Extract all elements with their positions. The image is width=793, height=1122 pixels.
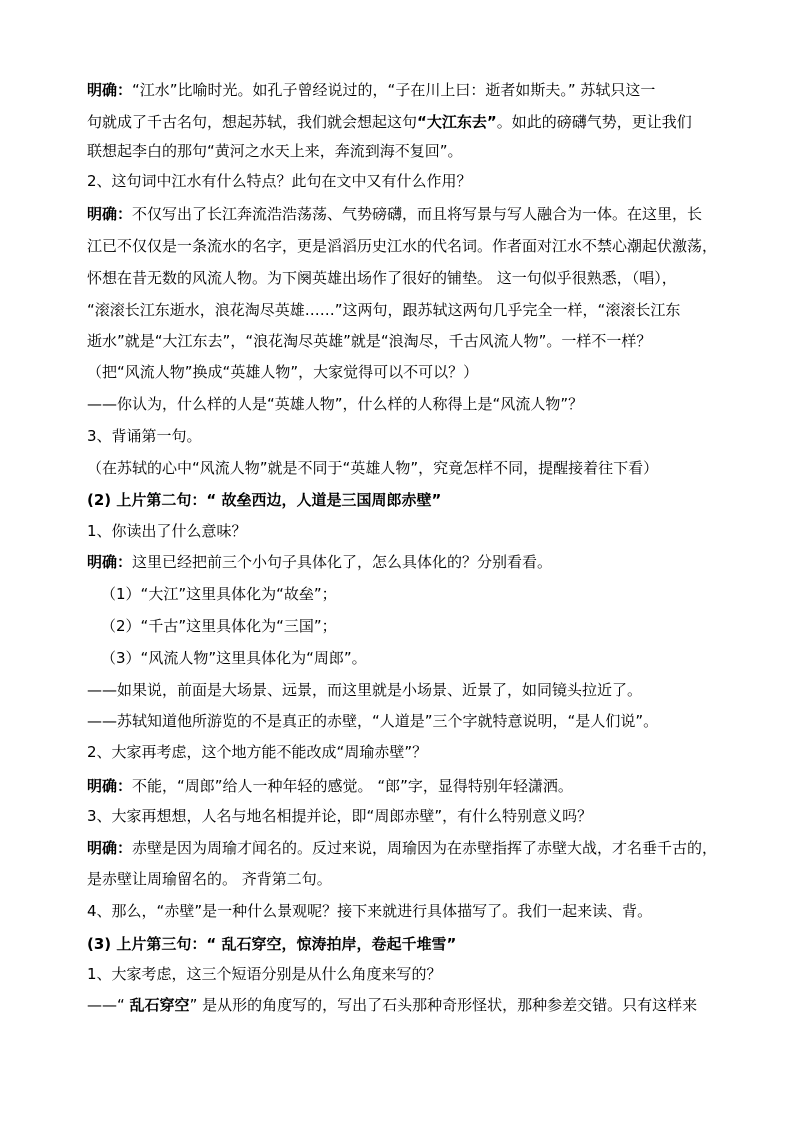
line-text: 4、那么，“赤壁”是一种什么景观呢？接下来就进行具体描写了。我们一起来读、背。 — [87, 902, 653, 920]
line-text: 不能，“周郎”给人一种年轻的感觉。 “郎”字，显得特别年轻潇洒。 — [132, 777, 573, 795]
line-text: 是赤壁让周瑜留名的。 齐背第二句。 — [87, 870, 332, 888]
bold-text: 乱石穿空 — [129, 996, 190, 1014]
line-text: “江水”比喻时光。如孔子曾经说过的，“子在川上曰：逝者如斯夫。” 苏轼只这一 — [132, 81, 656, 99]
bold-text: “大江东去” — [417, 113, 497, 131]
text-line — [87, 776, 573, 796]
section-heading — [87, 490, 441, 510]
section-heading — [87, 934, 456, 954]
bold-text: (3) 上片第三句：“ 乱石穿空，惊涛拍岸，卷起千堆雪” — [87, 935, 457, 953]
text-line — [87, 236, 717, 256]
list-item — [101, 584, 337, 604]
text-line — [87, 838, 717, 858]
line-text: 江已不仅仅是一条流水的名字，更是滔滔历史江水的代名词。作者面对江水不禁心潮起伏激荡， — [87, 237, 718, 255]
line-text: （2）“千古”这里具体化为“三国”； — [101, 617, 337, 635]
text-line — [87, 995, 697, 1015]
line-text: （3）“风流人物”这里具体化为“周郎”。 — [101, 649, 367, 667]
line-text: 逝水”就是“大江东去”，“浪花淘尽英雄”就是“浪淘尽，千古风流人物”。一样不一样？ — [87, 332, 652, 350]
text-line — [87, 742, 427, 762]
bold-text: 明确： — [87, 777, 133, 795]
text-line — [87, 362, 478, 382]
text-line — [87, 521, 247, 541]
list-item — [101, 616, 337, 636]
line-text: 。如此的磅礴气势，更让我们 — [496, 113, 692, 131]
line-text: 3、背诵第一句。 — [87, 427, 202, 445]
text-line — [87, 458, 658, 478]
text-line — [87, 680, 642, 700]
text-line — [87, 426, 202, 446]
text-line — [87, 552, 552, 572]
line-text: ——“ — [87, 996, 130, 1014]
text-line — [87, 268, 677, 288]
text-line — [87, 141, 463, 161]
line-text: ” 是从形的角度写的，写出了石头那种奇形怪状，那种参差交错。只有这样来 — [189, 996, 698, 1014]
bold-text: 明确： — [87, 205, 133, 223]
text-line — [87, 711, 658, 731]
line-text: 这里已经把前三个小句子具体化了，怎么具体化的？分别看看。 — [132, 553, 553, 571]
line-text: 1、大家考虑，这三个短语分别是从什么角度来写的？ — [87, 965, 442, 983]
line-text: 不仅写出了长江奔流浩浩荡荡、气势磅礴，而且将写景与写人融合为一体。在这里，长 — [132, 205, 703, 223]
line-text: 2、这句词中江水有什么特点？此句在文中又有什么作用？ — [87, 172, 472, 190]
text-line — [87, 80, 655, 100]
text-line — [87, 112, 692, 132]
bold-text: (2) 上片第二句：“ 故垒西边，人道是三国周郎赤壁” — [87, 491, 442, 509]
bold-text: 明确： — [87, 553, 133, 571]
list-item — [101, 648, 367, 668]
text-line — [87, 394, 583, 414]
line-text: ——如果说，前面是大场景、远景，而这里就是小场景、近景了，如同镜头拉近了。 — [87, 681, 643, 699]
text-line — [87, 300, 680, 320]
line-text: 联想起李白的那句“黄河之水天上来，奔流到海不复回”。 — [87, 142, 463, 160]
text-line — [87, 204, 702, 224]
line-text: 2、大家再考虑，这个地方能不能改成“周瑜赤壁”？ — [87, 743, 428, 761]
text-line — [87, 869, 332, 889]
line-text: （把“风流人物”换成“英雄人物”，大家觉得可以不可以？） — [87, 363, 479, 381]
text-line — [87, 964, 442, 984]
line-text: ——苏轼知道他所游览的不是真正的赤壁，“人道是”三个字就特意说明，“是人们说”。 — [87, 712, 659, 730]
text-line — [87, 901, 652, 921]
line-text: （1）“大江”这里具体化为“故垒”； — [101, 585, 337, 603]
text-line — [87, 331, 651, 351]
text-line — [87, 806, 592, 826]
line-text: 3、大家再想想，人名与地名相提并论，即“周郎赤壁”，有什么特别意义吗？ — [87, 807, 593, 825]
line-text: 赤壁是因为周瑜才闻名的。反过来说，周瑜因为在赤壁指挥了赤壁大战，才名垂千古的， — [132, 839, 718, 857]
bold-text: 明确： — [87, 81, 133, 99]
line-text: “滚滚长江东逝水，浪花淘尽英雄……”这两句，跟苏轼这两句几乎完全一样，“滚滚长江东 — [87, 301, 681, 319]
line-text: 句就成了千古名句，想起苏轼，我们就会想起这句 — [87, 113, 418, 131]
line-text: 1、你读出了什么意味？ — [87, 522, 247, 540]
bold-text: 明确： — [87, 839, 133, 857]
line-text: ——你认为，什么样的人是“英雄人物”，什么样的人称得上是“风流人物”？ — [87, 395, 584, 413]
line-text: （在苏轼的心中“风流人物”就是不同于“英雄人物”，究竟怎样不同，提醒接着往下看） — [87, 459, 659, 477]
line-text: 怀想在昔无数的风流人物。为下阕英雄出场作了很好的铺垫。 这一句似乎很熟悉，（唱）， — [87, 269, 677, 287]
text-line — [87, 171, 472, 191]
